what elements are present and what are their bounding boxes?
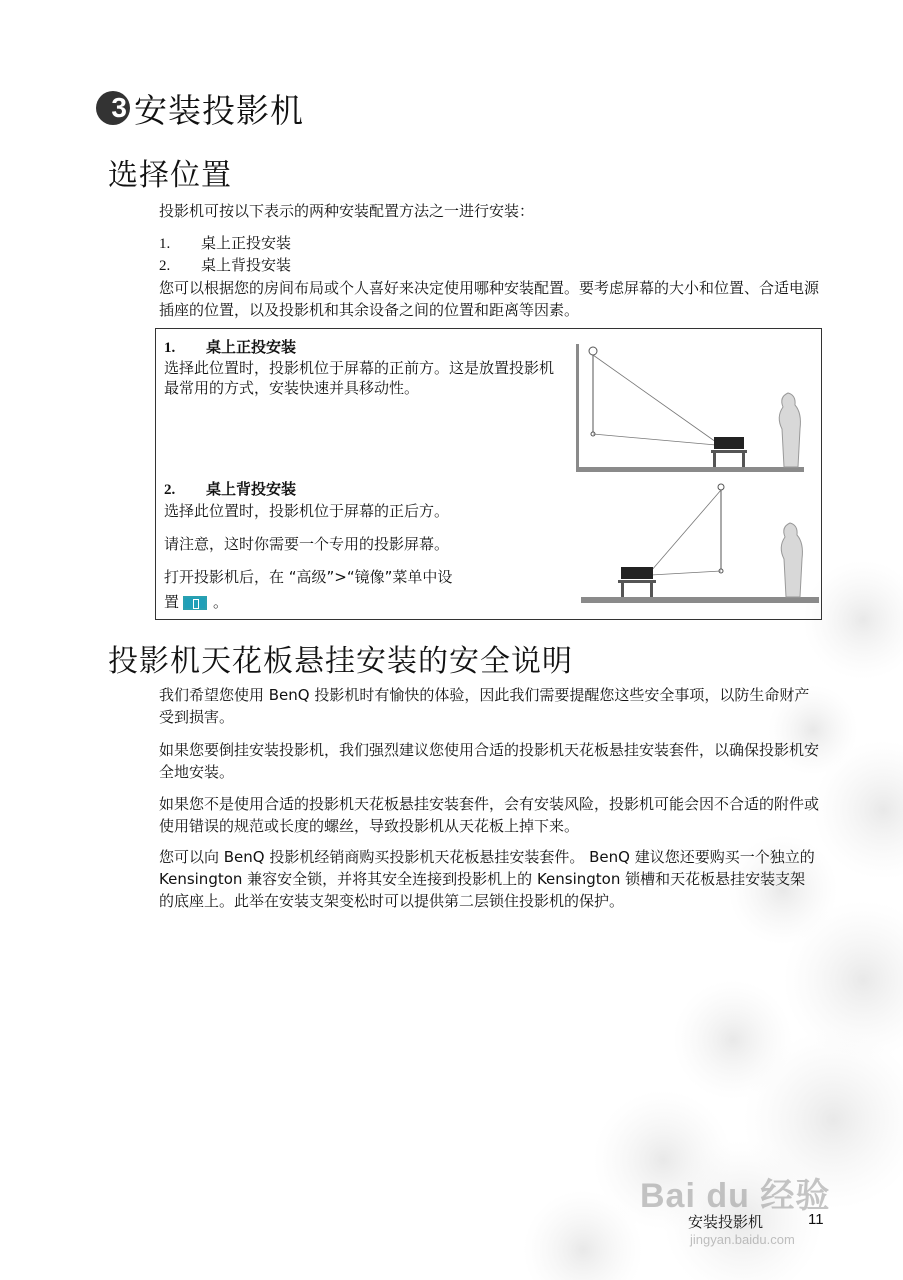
option-rear-instruction: 打开投影机后，在 “高级”>“镜像”菜单中设 <box>164 568 453 586</box>
safety-paragraph: 如果您不是使用合适的投影机天花板悬挂安装套件，会有安装风险，投影机可能会因不合适的附件或使用错误的规范或长度的螺丝，导致投影机从天花板上掉下来。 <box>159 795 820 835</box>
list-number: 2. <box>159 258 171 274</box>
section-heading-ceiling-safety: 投影机天花板悬挂安装的安全说明 <box>108 644 573 679</box>
option-front-heading <box>164 337 296 358</box>
baidu-watermark-url: jingyan.baidu.com <box>690 1232 795 1247</box>
option-rear-note: 请注意，这时你需要一个专用的投影屏幕。 <box>164 535 450 553</box>
safety-paragraph: 您可以向 BenQ 投影机经销商购买投影机天花板悬挂安装套件。 BenQ 建议您还要购买一个独立的 Kensington 兼容安全锁，并将其安全连接到投影机上的 Kensington 锁槽和天花板悬挂安装支架的底座上。此举在安装支架变松时可以提供第二层锁住投影机的保护。 <box>159 848 815 910</box>
option-title: 桌上背投安装 <box>206 480 297 498</box>
option-number: 1. <box>164 340 176 356</box>
option-title: 桌上正投安装 <box>206 338 297 356</box>
option-rear-instruction-line2 <box>164 592 556 612</box>
rear-projection-diagram <box>581 481 821 611</box>
option-front-description: 选择此位置时，投影机位于屏幕的正前方。这是放置投影机最常用的方式，安装快速并具移动性。 <box>164 359 555 397</box>
option-rear-heading <box>164 479 296 500</box>
safety-paragraph: 如果您要倒挂安装投影机，我们强烈建议您使用合适的投影机天花板悬挂安装套件，以确保投影机安全地安装。 <box>159 741 820 781</box>
section-paragraph: 您可以根据您的房间布局或个人喜好来决定使用哪种安装配置。要考虑屏幕的大小和位置、合适电源插座的位置，以及投影机和其余设备之间的位置和距离等因素。 <box>159 279 820 319</box>
list-number: 1. <box>159 236 171 252</box>
footer-section-label: 安装投影机 <box>688 1213 764 1231</box>
chapter-title: 安装投影机 <box>134 90 304 130</box>
instruction-suffix: 。 <box>213 593 229 611</box>
safety-paragraph: 我们希望您使用 BenQ 投影机时有愉快的体验，因此我们需要提醒您这些安全事项，以防生命财产受到损害。 <box>159 686 810 726</box>
page-number: 11 <box>808 1211 824 1228</box>
installation-options-box <box>155 328 822 620</box>
chapter-number-badge: 3 <box>96 91 130 125</box>
list-label: 桌上正投安装 <box>201 234 292 252</box>
list-item <box>159 232 291 255</box>
list-label: 桌上背投安装 <box>201 256 292 274</box>
section-intro: 投影机可按以下表示的两种安装配置方法之一进行安装： <box>159 202 535 220</box>
instruction-prefix: 置 <box>164 593 180 611</box>
option-number: 2. <box>164 482 176 498</box>
option-rear-description: 选择此位置时，投影机位于屏幕的正后方。 <box>164 502 450 520</box>
baidu-watermark-logo: Bai du 经验 <box>640 1177 831 1215</box>
section-heading-location: 选择位置 <box>108 158 232 193</box>
mirror-setting-icon <box>183 596 207 610</box>
chapter-header <box>96 86 304 130</box>
front-projection-diagram <box>576 339 816 474</box>
list-item <box>159 254 291 277</box>
